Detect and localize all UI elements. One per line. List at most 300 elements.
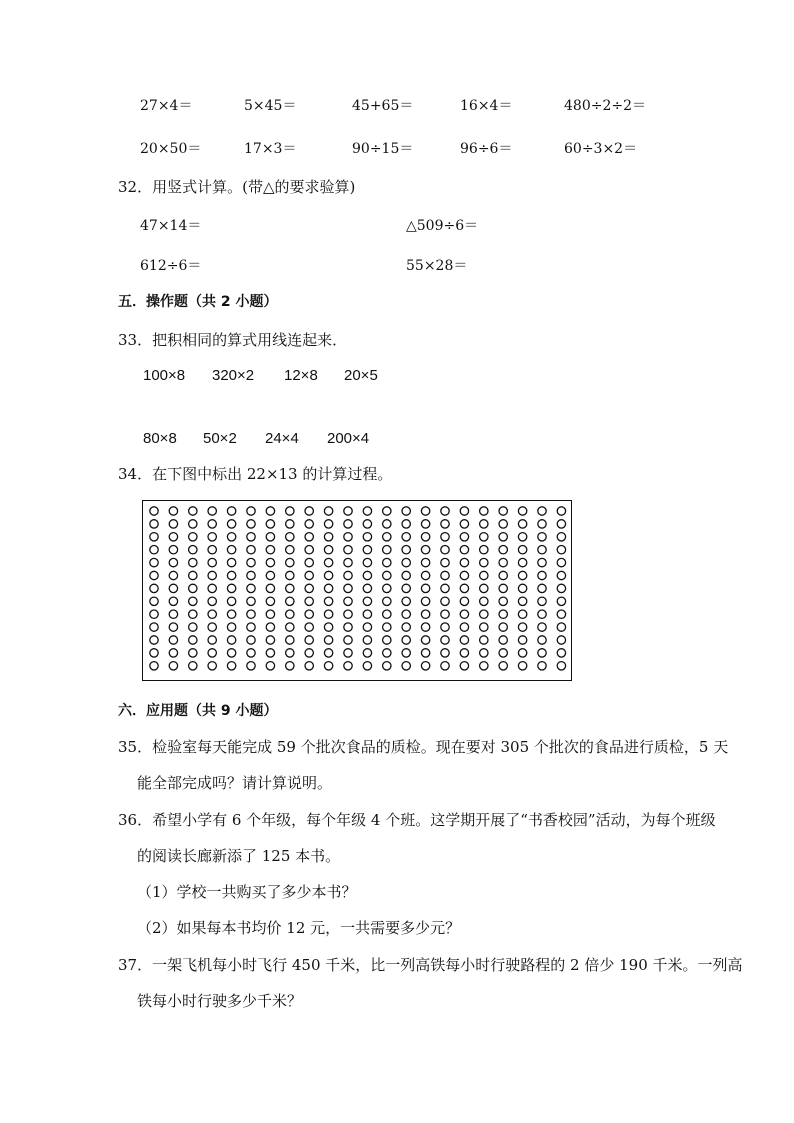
- grid-dot: [460, 584, 468, 592]
- grid-dot: [150, 571, 158, 579]
- grid-dot: [150, 623, 158, 631]
- grid-dot: [363, 507, 371, 515]
- q32-item-1: 47×14＝: [140, 218, 202, 234]
- grid-dot: [480, 597, 488, 605]
- grid-dot: [266, 520, 274, 528]
- grid-dot: [344, 533, 352, 541]
- grid-dot: [363, 533, 371, 541]
- grid-dot: [227, 623, 235, 631]
- grid-dot: [480, 533, 488, 541]
- grid-dot: [402, 520, 410, 528]
- grid-dot: [460, 636, 468, 644]
- grid-dot: [324, 662, 332, 670]
- grid-dot: [324, 571, 332, 579]
- grid-dot: [247, 520, 255, 528]
- section-5-heading: 五．操作题（共 2 小题）: [118, 294, 278, 310]
- grid-dot: [480, 558, 488, 566]
- grid-dot: [441, 533, 449, 541]
- grid-dot: [344, 520, 352, 528]
- grid-dot: [518, 558, 526, 566]
- grid-dot: [538, 597, 546, 605]
- grid-dot: [480, 610, 488, 618]
- grid-dot: [499, 546, 507, 554]
- q32-item-4: 55×28＝: [406, 258, 468, 274]
- grid-dot: [518, 597, 526, 605]
- grid-dot: [266, 533, 274, 541]
- grid-dot: [227, 662, 235, 670]
- grid-dot: [480, 649, 488, 657]
- grid-dot: [538, 649, 546, 657]
- grid-dot: [383, 610, 391, 618]
- grid-dot: [344, 584, 352, 592]
- grid-dot: [383, 597, 391, 605]
- grid-dot: [344, 662, 352, 670]
- grid-dot: [480, 571, 488, 579]
- grid-dot: [499, 571, 507, 579]
- grid-dot: [247, 662, 255, 670]
- grid-dot: [305, 649, 313, 657]
- grid-dot: [286, 533, 294, 541]
- grid-dot: [324, 546, 332, 554]
- grid-dot: [460, 520, 468, 528]
- q37-line-2: 铁每小时行驶多少千米？: [137, 992, 303, 1010]
- section-6-heading: 六．应用题（共 9 小题）: [118, 703, 278, 719]
- grid-dot: [169, 662, 177, 670]
- grid-dot: [557, 636, 565, 644]
- grid-dot: [227, 584, 235, 592]
- grid-dot: [208, 636, 216, 644]
- grid-dot: [189, 507, 197, 515]
- grid-dot: [402, 649, 410, 657]
- dot-grid-svg: [143, 501, 573, 682]
- grid-dot: [480, 507, 488, 515]
- grid-dot: [344, 558, 352, 566]
- grid-dot: [324, 636, 332, 644]
- grid-dot: [421, 636, 429, 644]
- grid-dot: [169, 597, 177, 605]
- grid-dot: [266, 623, 274, 631]
- grid-dot: [266, 610, 274, 618]
- grid-dot: [247, 597, 255, 605]
- grid-dot: [324, 520, 332, 528]
- grid-dot: [460, 507, 468, 515]
- q32-title: 32．用竖式计算。(带△的要求验算): [118, 178, 356, 196]
- oral-calc-2-1: 20×50＝: [140, 141, 202, 157]
- grid-dot: [441, 584, 449, 592]
- grid-dot: [499, 584, 507, 592]
- grid-dot: [286, 584, 294, 592]
- grid-dot: [441, 649, 449, 657]
- grid-dot: [150, 558, 158, 566]
- grid-dot: [383, 649, 391, 657]
- grid-dot: [286, 597, 294, 605]
- grid-dot: [227, 636, 235, 644]
- grid-dot: [286, 636, 294, 644]
- grid-dot: [208, 533, 216, 541]
- grid-dot: [150, 597, 158, 605]
- grid-dot: [150, 584, 158, 592]
- grid-dot: [363, 520, 371, 528]
- q36-line-2: 的阅读长廊新添了 125 本书。: [137, 847, 341, 865]
- grid-dot: [227, 649, 235, 657]
- grid-dot: [557, 546, 565, 554]
- grid-dot: [169, 636, 177, 644]
- grid-dot: [208, 571, 216, 579]
- grid-dot: [208, 520, 216, 528]
- grid-dot: [557, 623, 565, 631]
- grid-dot: [227, 610, 235, 618]
- grid-dot: [557, 533, 565, 541]
- grid-dot: [499, 610, 507, 618]
- grid-dot: [441, 610, 449, 618]
- grid-dot: [441, 558, 449, 566]
- q35-line-1: 35．检验室每天能完成 59 个批次食品的质检。现在要对 305 个批次的食品进行质检，5 天: [118, 738, 729, 756]
- grid-dot: [344, 571, 352, 579]
- grid-dot: [286, 558, 294, 566]
- oral-calc-1-3: 45+65＝: [352, 98, 414, 114]
- grid-dot: [518, 546, 526, 554]
- grid-dot: [538, 636, 546, 644]
- grid-dot: [460, 649, 468, 657]
- grid-dot: [421, 571, 429, 579]
- grid-dot: [441, 597, 449, 605]
- grid-dot: [499, 507, 507, 515]
- grid-dot: [266, 584, 274, 592]
- grid-dot: [189, 649, 197, 657]
- q33-bottom-4: 200×4: [327, 430, 370, 447]
- grid-dot: [383, 533, 391, 541]
- grid-dot: [324, 610, 332, 618]
- grid-dot: [247, 571, 255, 579]
- grid-dot: [169, 649, 177, 657]
- grid-dot: [383, 571, 391, 579]
- grid-dot: [460, 662, 468, 670]
- grid-dot: [363, 649, 371, 657]
- grid-dot: [247, 623, 255, 631]
- grid-dot: [538, 558, 546, 566]
- grid-dot: [518, 662, 526, 670]
- grid-dot: [247, 636, 255, 644]
- oral-calc-1-2: 5×45＝: [244, 98, 297, 114]
- q33-top-4: 20×5: [344, 367, 378, 384]
- oral-calc-1-5: 480÷2÷2＝: [564, 98, 646, 114]
- grid-dot: [421, 558, 429, 566]
- grid-dot: [150, 507, 158, 515]
- q32-item-3: 612÷6＝: [140, 258, 202, 274]
- grid-dot: [208, 649, 216, 657]
- grid-dot: [538, 520, 546, 528]
- grid-dot: [441, 571, 449, 579]
- grid-dot: [441, 662, 449, 670]
- grid-dot: [227, 520, 235, 528]
- grid-dot: [324, 507, 332, 515]
- grid-dot: [227, 597, 235, 605]
- grid-dot: [286, 610, 294, 618]
- grid-dot: [518, 584, 526, 592]
- grid-dot: [421, 520, 429, 528]
- grid-dot: [402, 546, 410, 554]
- grid-dot: [402, 507, 410, 515]
- grid-dot: [286, 571, 294, 579]
- grid-dot: [383, 520, 391, 528]
- grid-dot: [169, 571, 177, 579]
- grid-dot: [421, 507, 429, 515]
- grid-dot: [324, 649, 332, 657]
- grid-dot: [324, 623, 332, 631]
- grid-dot: [247, 558, 255, 566]
- grid-dot: [344, 649, 352, 657]
- grid-dot: [421, 662, 429, 670]
- grid-dot: [383, 623, 391, 631]
- grid-dot: [421, 623, 429, 631]
- oral-calc-2-3: 90÷15＝: [352, 141, 414, 157]
- grid-dot: [286, 623, 294, 631]
- q36-sub-2: （2）如果每本书均价 12 元，一共需要多少元？: [137, 919, 461, 937]
- grid-dot: [441, 623, 449, 631]
- grid-dot: [208, 662, 216, 670]
- q33-top-1: 100×8: [143, 367, 186, 384]
- grid-dot: [150, 520, 158, 528]
- grid-dot: [518, 636, 526, 644]
- grid-dot: [286, 649, 294, 657]
- grid-dot: [305, 571, 313, 579]
- q32-item-2: △509÷6＝: [406, 218, 479, 234]
- grid-dot: [383, 507, 391, 515]
- oral-calc-2-2: 17×3＝: [244, 141, 297, 157]
- grid-dot: [150, 546, 158, 554]
- grid-dot: [557, 597, 565, 605]
- grid-dot: [383, 558, 391, 566]
- grid-dot: [383, 546, 391, 554]
- grid-dot: [169, 584, 177, 592]
- q34-title: 34．在下图中标出 22×13 的计算过程。: [118, 465, 393, 483]
- grid-dot: [402, 571, 410, 579]
- grid-dot: [441, 520, 449, 528]
- grid-dot: [402, 584, 410, 592]
- grid-dot: [189, 584, 197, 592]
- grid-dot: [305, 584, 313, 592]
- grid-dot: [189, 558, 197, 566]
- grid-dot: [518, 520, 526, 528]
- grid-dot: [363, 610, 371, 618]
- grid-dot: [266, 558, 274, 566]
- grid-dot: [344, 623, 352, 631]
- grid-dot: [305, 623, 313, 631]
- grid-dot: [189, 623, 197, 631]
- grid-dot: [189, 597, 197, 605]
- grid-dot: [363, 584, 371, 592]
- grid-dot: [305, 520, 313, 528]
- grid-dot: [324, 597, 332, 605]
- grid-dot: [363, 571, 371, 579]
- grid-dot: [344, 597, 352, 605]
- grid-dot: [208, 558, 216, 566]
- grid-dot: [441, 546, 449, 554]
- grid-dot: [499, 520, 507, 528]
- grid-dot: [150, 662, 158, 670]
- grid-dot: [383, 584, 391, 592]
- q33-top-3: 12×8: [284, 367, 318, 384]
- grid-dot: [460, 546, 468, 554]
- grid-dot: [441, 507, 449, 515]
- grid-dot: [266, 507, 274, 515]
- grid-dot: [150, 533, 158, 541]
- grid-dot: [499, 623, 507, 631]
- grid-dot: [363, 597, 371, 605]
- grid-dot: [344, 610, 352, 618]
- grid-dot: [557, 520, 565, 528]
- grid-dot: [402, 636, 410, 644]
- oral-calc-2-4: 96÷6＝: [460, 141, 513, 157]
- oral-calc-2-5: 60÷3×2＝: [564, 141, 638, 157]
- grid-dot: [363, 623, 371, 631]
- grid-dot: [305, 558, 313, 566]
- q37-line-1: 37．一架飞机每小时飞行 450 千米，比一列高铁每小时行驶路程的 2 倍少 190 千米。一列高: [118, 956, 743, 974]
- grid-dot: [247, 649, 255, 657]
- grid-dot: [538, 571, 546, 579]
- grid-dot: [266, 636, 274, 644]
- q33-bottom-3: 24×4: [265, 430, 299, 447]
- grid-dot: [363, 636, 371, 644]
- grid-dot: [499, 533, 507, 541]
- grid-dot: [402, 662, 410, 670]
- grid-dot: [324, 533, 332, 541]
- grid-dot: [150, 649, 158, 657]
- grid-dot: [286, 546, 294, 554]
- grid-dot: [324, 558, 332, 566]
- grid-dot: [480, 623, 488, 631]
- q33-bottom-2: 50×2: [203, 430, 237, 447]
- grid-dot: [305, 533, 313, 541]
- grid-dot: [518, 610, 526, 618]
- grid-dot: [189, 571, 197, 579]
- grid-dot: [480, 636, 488, 644]
- grid-dot: [266, 546, 274, 554]
- grid-dot: [227, 571, 235, 579]
- grid-dot: [421, 584, 429, 592]
- grid-dot: [460, 610, 468, 618]
- grid-dot: [538, 610, 546, 618]
- grid-dot: [247, 546, 255, 554]
- grid-dot: [227, 507, 235, 515]
- grid-dot: [421, 597, 429, 605]
- q33-title: 33．把积相同的算式用线连起来．: [118, 331, 348, 349]
- grid-dot: [383, 636, 391, 644]
- grid-dot: [538, 584, 546, 592]
- grid-dot: [150, 610, 158, 618]
- oral-calc-1-1: 27×4＝: [140, 98, 193, 114]
- grid-dot: [557, 507, 565, 515]
- grid-dot: [557, 571, 565, 579]
- grid-dot: [421, 649, 429, 657]
- oral-calc-1-4: 16×4＝: [460, 98, 513, 114]
- grid-dot: [227, 558, 235, 566]
- grid-dot: [189, 662, 197, 670]
- grid-dot: [421, 610, 429, 618]
- grid-dot: [266, 597, 274, 605]
- grid-dot: [480, 662, 488, 670]
- dot-grid-figure: [142, 500, 572, 681]
- grid-dot: [247, 507, 255, 515]
- grid-dot: [169, 610, 177, 618]
- grid-dot: [305, 546, 313, 554]
- grid-dot: [402, 623, 410, 631]
- grid-dot: [460, 533, 468, 541]
- grid-dot: [402, 533, 410, 541]
- grid-dot: [208, 584, 216, 592]
- grid-dot: [499, 597, 507, 605]
- grid-dot: [460, 597, 468, 605]
- grid-dot: [557, 649, 565, 657]
- grid-dot: [266, 662, 274, 670]
- grid-dot: [189, 636, 197, 644]
- grid-dot: [208, 597, 216, 605]
- grid-dot: [208, 507, 216, 515]
- grid-dot: [305, 636, 313, 644]
- grid-dot: [421, 546, 429, 554]
- grid-dot: [189, 533, 197, 541]
- grid-dot: [499, 649, 507, 657]
- q33-bottom-1: 80×8: [143, 430, 177, 447]
- grid-dot: [169, 533, 177, 541]
- grid-dot: [305, 597, 313, 605]
- q35-line-2: 能全部完成吗？请计算说明。: [137, 774, 333, 792]
- grid-dot: [441, 636, 449, 644]
- grid-dot: [402, 558, 410, 566]
- grid-dot: [247, 584, 255, 592]
- grid-dot: [247, 533, 255, 541]
- grid-dot: [402, 597, 410, 605]
- grid-dot: [266, 571, 274, 579]
- grid-dot: [499, 636, 507, 644]
- grid-dot: [480, 546, 488, 554]
- grid-dot: [169, 623, 177, 631]
- q33-top-2: 320×2: [212, 367, 255, 384]
- grid-dot: [286, 520, 294, 528]
- grid-dot: [518, 571, 526, 579]
- grid-dot: [363, 662, 371, 670]
- grid-dot: [363, 546, 371, 554]
- grid-dot: [344, 546, 352, 554]
- grid-dot: [402, 610, 410, 618]
- grid-dot: [169, 546, 177, 554]
- grid-dot: [421, 533, 429, 541]
- grid-dot: [208, 623, 216, 631]
- grid-dot: [150, 636, 158, 644]
- grid-dot: [538, 623, 546, 631]
- grid-dot: [286, 662, 294, 670]
- grid-dot: [460, 623, 468, 631]
- grid-dot: [169, 558, 177, 566]
- grid-dot: [538, 533, 546, 541]
- q36-line-1: 36．希望小学有 6 个年级，每个年级 4 个班。这学期开展了“书香校园”活动，为每个班级: [118, 811, 716, 829]
- grid-dot: [518, 623, 526, 631]
- grid-dot: [460, 571, 468, 579]
- grid-dot: [518, 649, 526, 657]
- grid-dot: [383, 662, 391, 670]
- grid-dot: [305, 610, 313, 618]
- grid-dot: [189, 610, 197, 618]
- q36-sub-1: （1）学校一共购买了多少本书？: [137, 883, 357, 901]
- grid-dot: [460, 558, 468, 566]
- grid-dot: [499, 662, 507, 670]
- grid-dot: [266, 649, 274, 657]
- grid-dot: [499, 558, 507, 566]
- grid-dot: [247, 610, 255, 618]
- grid-dot: [227, 546, 235, 554]
- grid-dot: [538, 546, 546, 554]
- grid-dot: [480, 520, 488, 528]
